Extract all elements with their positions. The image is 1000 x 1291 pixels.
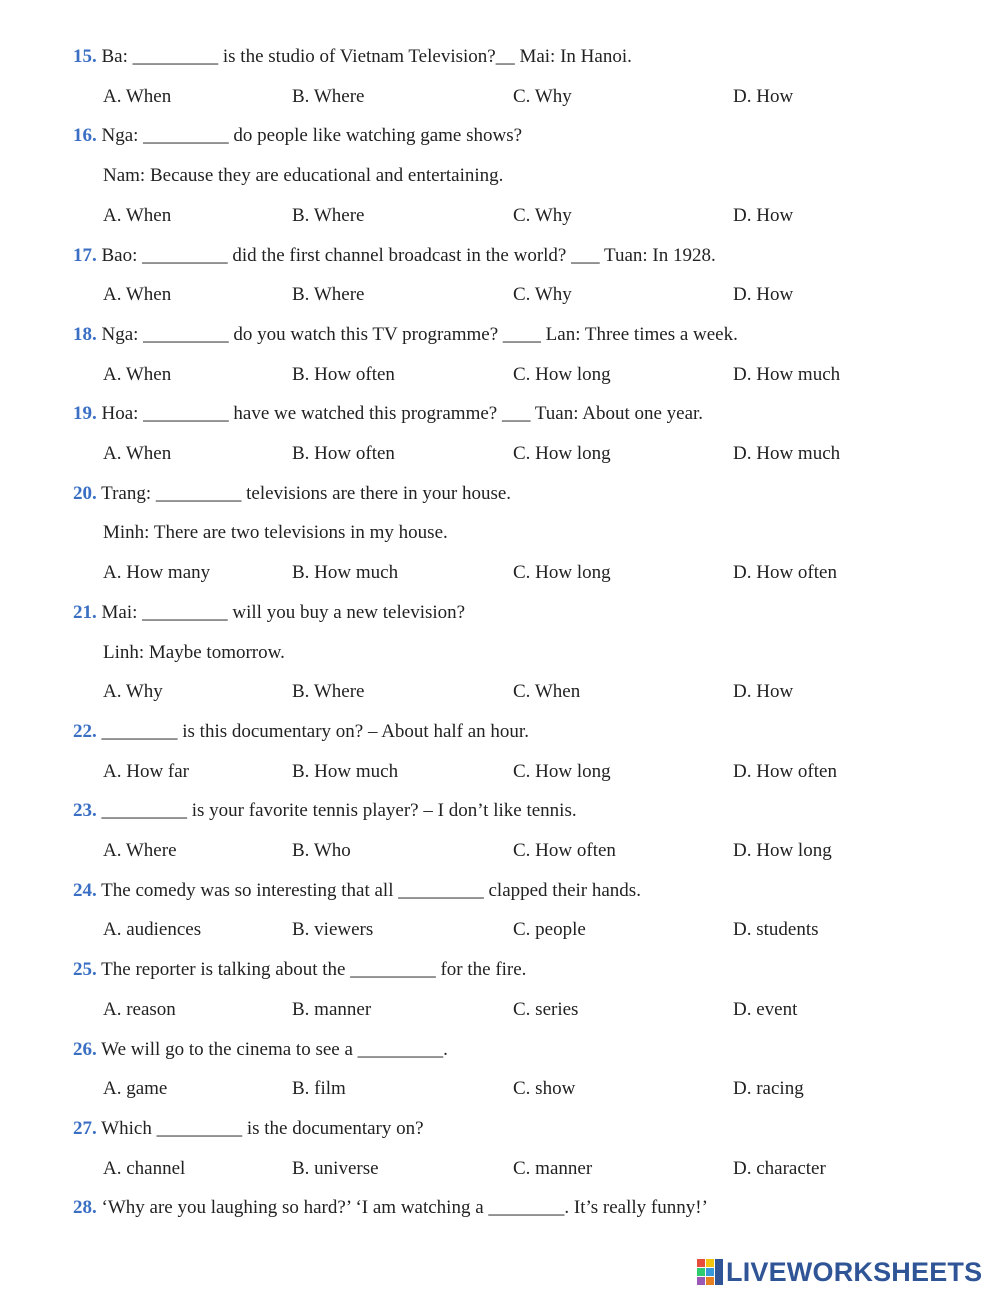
question-text: Nga: _________ do people like watching game shows? [101, 125, 523, 147]
question-number: 22. [73, 720, 97, 742]
question-stem [73, 1117, 424, 1141]
answer-option[interactable]: B. Where [292, 681, 365, 703]
answer-option[interactable]: A. Where [103, 840, 177, 861]
answer-option[interactable]: B. Where [292, 284, 365, 306]
answer-option[interactable]: C. show [513, 1078, 576, 1100]
answer-option[interactable]: C. How often [513, 840, 616, 861]
answer-option[interactable]: D. How long [733, 840, 832, 861]
question-number: 20. [73, 482, 97, 504]
answer-option[interactable]: C. How long [513, 443, 611, 464]
question-number: 25. [73, 959, 97, 981]
question-stem [73, 402, 703, 426]
answer-option[interactable]: A. audiences [103, 919, 202, 941]
answer-option[interactable]: D. How [733, 284, 794, 306]
question-number: 24. [73, 879, 97, 901]
question-stem [73, 1196, 708, 1220]
answer-option[interactable]: C. How long [513, 760, 611, 782]
question-stem [73, 482, 511, 506]
answer-option[interactable]: A. game [103, 1078, 168, 1100]
answer-option[interactable]: B. film [292, 1078, 346, 1100]
question-text: The comedy was so interesting that all _________ clapped their hands. [101, 879, 641, 901]
logo-blocks-icon [697, 1257, 723, 1287]
question-stem [73, 124, 522, 148]
question-number: 16. [73, 125, 97, 147]
answer-option[interactable]: A. How far [103, 760, 190, 782]
question-number: 27. [73, 1117, 97, 1139]
question-number: 19. [73, 403, 97, 425]
answer-option[interactable]: B. How much [292, 562, 399, 584]
question-text: Trang: _________ televisions are there in your house. [101, 482, 512, 504]
answer-option[interactable]: D. students [733, 919, 819, 941]
question-stem [73, 799, 577, 823]
answer-option[interactable]: D. racing [733, 1078, 804, 1100]
answer-option[interactable]: A. When [103, 204, 172, 226]
question-stem [73, 1038, 448, 1062]
question-number: 28. [73, 1197, 97, 1219]
question-number: 15. [73, 46, 97, 67]
answer-option[interactable]: C. Why [513, 85, 572, 107]
answer-option[interactable]: B. How often [292, 363, 395, 385]
question-stem [73, 244, 716, 268]
answer-option[interactable]: C. How long [513, 562, 611, 584]
answer-option[interactable]: D. How [733, 85, 794, 107]
answer-option[interactable]: B. Who [292, 840, 351, 861]
answer-option[interactable]: B. Where [292, 85, 365, 107]
answer-option[interactable]: C. How long [513, 363, 611, 385]
question-text: Which _________ is the documentary on? [101, 1117, 424, 1139]
question-text: Mai: _________ will you buy a new television? [101, 601, 466, 623]
question-number: 26. [73, 1038, 97, 1060]
question-text: Nga: _________ do you watch this TV programme? ____ Lan: Three times a week. [101, 323, 738, 345]
answer-option[interactable]: C. Why [513, 284, 572, 306]
answer-option[interactable]: D. How [733, 681, 794, 703]
question-number: 21. [73, 601, 97, 623]
question-text: Ba: _________ is the studio of Vietnam Television?__ Mai: In Hanoi. [101, 46, 632, 67]
answer-option[interactable]: B. How often [292, 443, 395, 464]
answer-option[interactable]: D. character [733, 1157, 826, 1179]
question-stem [73, 879, 641, 903]
answer-option[interactable]: D. How much [733, 363, 841, 385]
question-text: Bao: _________ did the first channel broadcast in the world? ___ Tuan: In 1928. [101, 244, 716, 266]
question-text: ________ is this documentary on? – About half an hour. [101, 720, 529, 742]
answer-option[interactable]: B. universe [292, 1157, 379, 1179]
answer-option[interactable]: B. How much [292, 760, 399, 782]
answer-option[interactable]: D. How [733, 204, 794, 226]
question-number: 18. [73, 323, 97, 345]
answer-option[interactable]: A. reason [103, 998, 176, 1020]
answer-option[interactable]: C. series [513, 998, 579, 1020]
question-number: 23. [73, 800, 97, 822]
liveworksheets-logo [697, 1255, 997, 1289]
logo-text: LIVEWORKSHEETS [726, 1256, 983, 1287]
answer-option[interactable]: B. manner [292, 998, 372, 1020]
question-stem [73, 323, 738, 347]
answer-option[interactable]: C. manner [513, 1157, 593, 1179]
answer-option[interactable]: C. Why [513, 204, 572, 226]
question-text: Hoa: _________ have we watched this programme? ___ Tuan: About one year. [101, 403, 704, 425]
answer-option[interactable]: A. When [103, 443, 172, 464]
question-text: We will go to the cinema to see a _________. [101, 1038, 448, 1060]
answer-option[interactable]: A. channel [103, 1157, 186, 1179]
question-dialogue-line: Linh: Maybe tomorrow. [103, 641, 285, 663]
answer-option[interactable]: A. When [103, 85, 172, 107]
question-dialogue-line: Nam: Because they are educational and entertaining. [103, 165, 504, 187]
answer-option[interactable]: B. Where [292, 204, 365, 226]
answer-option[interactable]: C. When [513, 681, 581, 703]
question-text: The reporter is talking about the _________ for the fire. [101, 959, 527, 981]
question-stem [73, 720, 529, 744]
answer-option[interactable]: D. How much [733, 443, 841, 464]
answer-option[interactable]: C. people [513, 919, 586, 941]
answer-option[interactable]: D. event [733, 998, 798, 1020]
question-number: 17. [73, 244, 97, 266]
answer-option[interactable]: B. viewers [292, 919, 374, 941]
question-dialogue-line: Minh: There are two televisions in my house. [103, 522, 448, 544]
answer-option[interactable]: D. How often [733, 562, 837, 584]
answer-option[interactable]: A. When [103, 363, 172, 385]
answer-option[interactable]: A. How many [103, 562, 211, 584]
question-stem [73, 601, 465, 625]
question-text: ‘Why are you laughing so hard?’ ‘I am watching a ________. It’s really funny!’ [101, 1197, 708, 1219]
question-stem [73, 45, 632, 69]
answer-option[interactable]: A. Why [103, 681, 163, 703]
answer-option[interactable]: A. When [103, 284, 172, 306]
question-text: _________ is your favorite tennis player? – I don’t like tennis. [101, 800, 577, 822]
question-stem [73, 958, 526, 982]
answer-option[interactable]: D. How often [733, 760, 837, 782]
